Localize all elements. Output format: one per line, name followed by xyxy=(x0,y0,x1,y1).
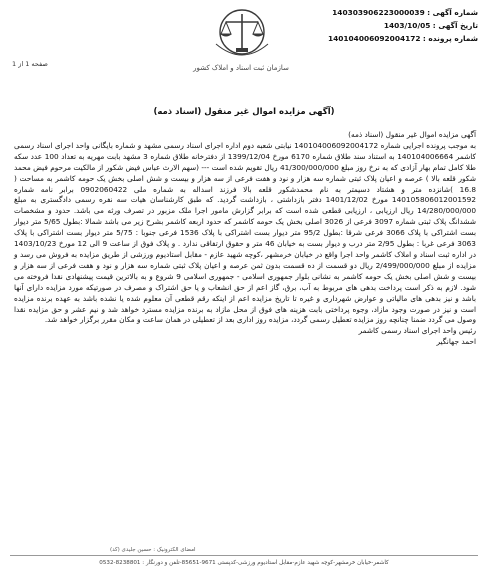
case-number-row xyxy=(278,32,478,45)
notice-paragraph: به موجب پرونده اجرایی شماره 140104006092004172 نیابتی شعبه دوم اداره اجرای اسناد رسمی مشهد و شماره بایگانی واحد اجرای اسناد رسمی کاشمر 140104006664 به استناد سند طلاق شماره 6170 مورخ 1399/12/04 از دفترخانه طلاق شماره 3 مشهد بابت مهریه به تعداد 100 عدد سکه طلا کامل تمام بهار آزادی که به نرخ روز مبلغ 41/300/000/000 ریال تقویم شده است --- (سهم الارث عباس فیض شکور از مالکیت مرحوم فیض محمد شکور قلعه بالا ) عرصه و اعیان پلاک ثبتی شماره سه هزار و نود و هفت فرعی از سه هزار و بیست و شش اصلی بخش یک حومه کاشمر به مساحت ( 16.8 )شانزده متر و هشتاد دسیمتر به نام محمدشکور قلعه بالا فرزند اسداله به شماره ملی 0902060422 برابر نامه شماره 140105806012001592 مورخ 1401/12/02 دفتر بازداشتی ، بازداشت گردید. که طبق کارشناسان هیات سه نفره رسمی دادگستری به مبلغ 14/280/000/000 ریال ارزیابی ، ارزیابی قطعی شده است که برابر گزارش مامور اجرا ملک مزبور در تصرف ورثه می باشد. حدود و مشخصات ششدانگ پلاک ثبتی شماره 3097 فرعی از 3026 اصلی بخش یک حومه کاشمر که حدود اربعه کاشمر بشرح زیر می باشد شمالا :بطول 5/65 متر دیوار بست اشتراکی با پلاک 3066 فرعی شرقا :بطول 95/2 متر دیوار بست اشتراکی با پلاک 1536 فرعی جنوبا : 5/75 متر دیوار بست اشتراکی با پلاک 3063 فرعی غربا : بطول 2/95 متر درب و دیوار بست به خیابان 46 متر و حقوق ارتفاقی ندارد . و پلاک فوق از ساعت 9 الی 12 مورخ 1403/10/23 در اداره ثبت اسناد و املاک کاشمر واحد اجرا واقع در خیابان خرمشهر ،کوچه شهید عازم - مقابل استادیوم ورزشی از طریق مزایده به فروش می رسد و مزایده از مبلغ 2/499/000/000 ریال دو قسمت از ده قسمت بدون ثمن عرصه و اعیان پلاک ثبتی شماره سه هزار و نود و هفت فرعی از سه هزار و بیست و شش اصلی بخش یک حومه کاشمر به نشانی بلوار جمهوری اسلامی - جمهوری اسلامی 9 شروع و به بالاترین قیمت پیشنهادی نقدا فروخته می شود. لازم به ذکر است پرداخت بدهی های مربوط به آب، برق، گاز اعم از حق انشعاب و یا حق اشتراک و مصرف در صورتیکه مورد مزایده دارای آنها باشد و نیز بدهی های مالیاتی و عوارض شهرداری و غیره تا تاریخ مزایده اعم از اینکه رقم قطعی آن معلوم شده یا نشده باشد به عهده برنده مزایده است و نیز در صورت وجود مازاد، وجوه پرداختی بابت هزینه های فوق از محل مازاد به برنده مزایده مسترد خواهد شد و نیم عشر و حق مزایده نقدا وصول می گردد ضمنا چنانچه روز مزایده تعطیل رسمی گردد، مزایده روز اداری بعد از تعطیلی در همان ساعت و مکان مقرر برگزار خواهد شد. xyxy=(14,140,477,325)
signer-name: احمد جهانگیر xyxy=(436,337,476,347)
notice-intro: آگهی مزایده اموال غیر منقول (اسناد ذمه) xyxy=(348,130,476,139)
ad-date-row xyxy=(278,19,478,32)
footer-address: کاشمر-خیابان خرمشهر-کوچه شهید عازم-مقابل استادیوم ورزشی-کدپستی 9671-85651-تلفن و دورنگار : 8238801-0532 xyxy=(99,560,389,566)
ad-number-row xyxy=(278,6,478,19)
page-title: (آگهی مزایده اموال غیر منقول (اسناد ذمه) xyxy=(153,107,335,117)
case-number-label: شماره پرونده : xyxy=(422,34,478,43)
electronic-signature-note: امضای الکترونیک : حسین جلیدی (کد) xyxy=(110,547,196,553)
notice-body xyxy=(14,130,476,348)
page-indicator: صفحه 1 از 1 xyxy=(12,60,48,68)
ad-date-label: تاریخ آگهی : xyxy=(432,21,478,30)
signer-unit: رئیس واحد اجرای اسناد رسمی کاشمر xyxy=(358,326,476,336)
case-number: 140104006092004172 xyxy=(327,34,421,43)
ad-number: 140303906223000039 xyxy=(332,8,425,17)
ad-metadata xyxy=(278,6,478,45)
footer-divider xyxy=(10,555,478,556)
org-name: سازمان ثبت اسناد و املاک کشور xyxy=(193,64,289,72)
ad-number-label: شماره آگهی : xyxy=(427,8,478,17)
ad-date: 1403/10/05 xyxy=(383,21,431,30)
